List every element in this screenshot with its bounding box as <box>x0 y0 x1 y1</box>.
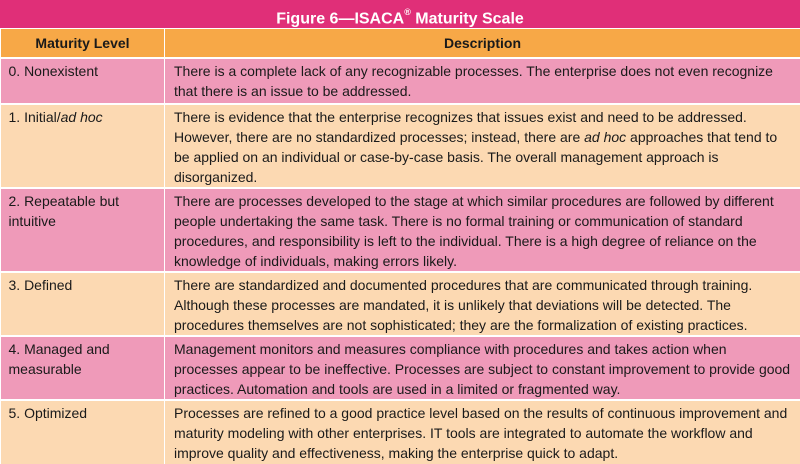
level-cell: 2. Repeatable but intuitive <box>1 188 165 272</box>
description-cell: There are processes developed to the stage at which similar procedures are followed by different people undertaking the same task. There is no formal training or communication of standard procedures, and responsibility is left to the individual. There is a high degree of reliance on the knowledge of individuals, making errors likely. <box>165 188 800 272</box>
table-row <box>1 58 800 104</box>
table-row <box>1 400 800 464</box>
maturity-table <box>0 28 800 464</box>
table-row <box>1 336 800 400</box>
description-cell: Management monitors and measures compliance with procedures and takes action when processes appear to be ineffective. Processes are subject to constant improvement to provide good practices. Automation and tools are used in a limited or fragmented way. <box>165 336 800 400</box>
description-cell: There is evidence that the enterprise recognizes that issues exist and need to be addressed. However, there are no standardized processes; instead, there are ad hoc approaches that tend to be applied on an individual or case-by-case basis. The overall management approach is disorganized. <box>165 104 800 188</box>
table-header-row <box>1 29 800 59</box>
level-cell: 0. Nonexistent <box>1 58 165 104</box>
description-cell: There are standardized and documented procedures that are communicated through training. Although these processes are mandated, it is unlikely that deviations will be detected. The procedures themselves are not sophisticated; they are the formalization of existing practices. <box>165 272 800 336</box>
description-cell: Processes are refined to a good practice level based on the results of continuous improvement and maturity modeling with other enterprises. IT tools are integrated to automate the workflow and improve quality and effectiveness, making the enterprise quick to adapt. <box>165 400 800 464</box>
registered-mark: ® <box>404 7 411 17</box>
level-cell: 4. Managed and measurable <box>1 336 165 400</box>
table-row <box>1 104 800 188</box>
table-row <box>1 272 800 336</box>
header-description: Description <box>165 29 800 59</box>
description-cell: There is a complete lack of any recognizable processes. The enterprise does not even recognize that there is an issue to be addressed. <box>165 58 800 104</box>
header-maturity-level: Maturity Level <box>1 29 165 59</box>
table-row <box>1 188 800 272</box>
level-cell: 1. Initial/ad hoc <box>1 104 165 188</box>
level-cell: 5. Optimized <box>1 400 165 464</box>
level-cell: 3. Defined <box>1 272 165 336</box>
figure-title: Figure 6—ISACA® Maturity Scale <box>0 0 800 28</box>
